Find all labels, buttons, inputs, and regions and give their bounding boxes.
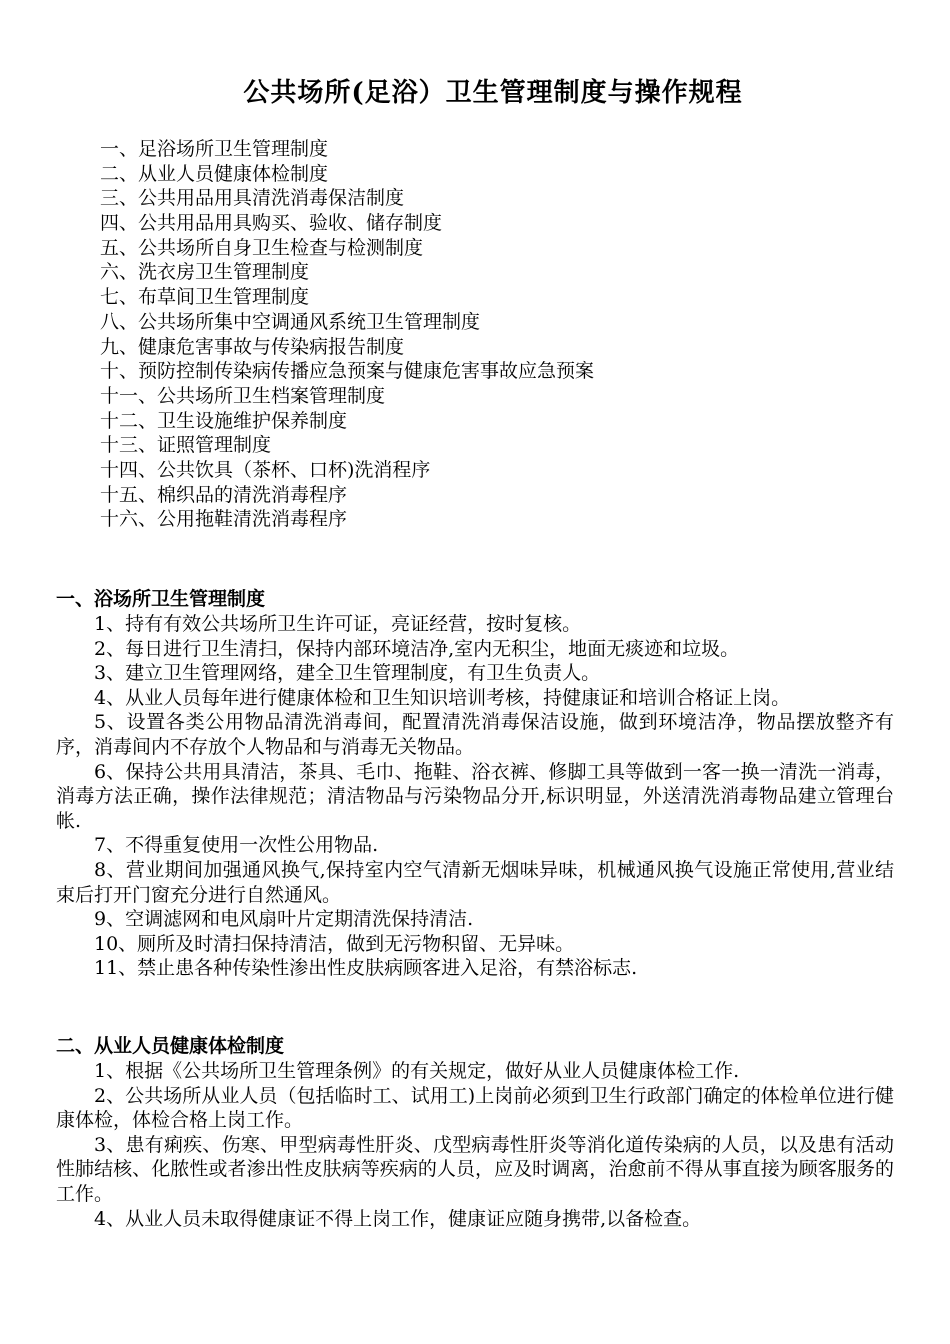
toc-item: 二、从业人员健康体检制度 (100, 162, 329, 185)
section-paragraph: 11、禁止患各种传染性渗出性皮肤病顾客进入足浴，有禁浴标志. (94, 957, 638, 980)
section-heading: 一、浴场所卫生管理制度 (56, 588, 266, 610)
section-paragraph: 6、保持公共用具清洁，茶具、毛巾、拖鞋、浴衣裤、修脚工具等做到一客一换一清洗一消毒，消毒方法正确，操作法律规范；清洁物品与污染物品分开,标识明显，外送清洗消毒物品建立管理台帐. (56, 760, 894, 832)
toc-item: 十、预防控制传染病传播应急预案与健康危害事故应急预案 (100, 360, 595, 383)
toc-item: 五、公共场所自身卫生检查与检测制度 (100, 236, 424, 259)
section-paragraph: 4、从业人员未取得健康证不得上岗工作，健康证应随身携带,以备检查。 (94, 1207, 702, 1230)
section-paragraph: 10、厕所及时清扫保持清洁，做到无污物积留、无异味。 (94, 932, 575, 955)
section-health-checkup (56, 1034, 894, 1231)
section-paragraph: 3、患有痢疾、伤寒、甲型病毒性肝炎、戊型病毒性肝炎等消化道传染病的人员，以及患有活动性肺结核、化脓性或者渗出性皮肤病等疾病的人员，应及时调离，治愈前不得从事直接为顾客服务的工作。 (56, 1133, 894, 1205)
toc-item: 九、健康危害事故与传染病报告制度 (100, 335, 405, 358)
section-paragraph: 5、设置各类公用物品清洗消毒间，配置清洗消毒保洁设施，做到环境洁净，物品摆放整齐有序，消毒间内不存放个人物品和与消毒无关物品。 (56, 711, 894, 758)
toc-item: 十一、公共场所卫生档案管理制度 (100, 384, 386, 407)
toc-item: 十六、公用拖鞋清洗消毒程序 (100, 508, 348, 531)
section-paragraph: 3、建立卫生管理网络，建全卫生管理制度，有卫生负责人。 (94, 662, 601, 685)
section-hygiene-management (56, 587, 894, 981)
toc-item: 一、足浴场所卫生管理制度 (100, 138, 329, 160)
section-paragraph: 4、从业人员每年进行健康体检和卫生知识培训考核，持健康证和培训合格证上岗。 (94, 686, 791, 709)
section-paragraph: 2、公共场所从业人员（包括临时工、试用工)上岗前必须到卫生行政部门确定的体检单位进行健康体检，体检合格上岗工作。 (56, 1084, 894, 1132)
section-paragraph: 2、每日进行卫生清扫，保持内部环境洁净,室内无积尘，地面无痰迹和垃圾。 (94, 637, 740, 660)
toc-item: 十二、卫生设施维护保养制度 (100, 409, 348, 432)
section-paragraph: 1、持有有效公共场所卫生许可证，亮证经营，按时复核。 (94, 613, 582, 635)
toc-item: 四、公共用品用具购买、验收、储存制度 (100, 212, 443, 235)
table-of-contents (100, 137, 880, 532)
toc-item: 三、公共用品用具清洗消毒保洁制度 (100, 187, 405, 210)
toc-item: 八、公共场所集中空调通风系统卫生管理制度 (100, 310, 481, 333)
toc-item: 十四、公共饮具（茶杯、口杯)洗消程序 (100, 458, 431, 481)
section-heading: 二、从业人员健康体检制度 (56, 1035, 285, 1057)
section-paragraph: 9、空调滤网和电风扇叶片定期清洗保持清洁. (94, 908, 474, 931)
document-title: 公共场所(足浴）卫生管理制度与操作规程 (243, 78, 743, 108)
toc-item: 六、洗衣房卫生管理制度 (100, 261, 310, 284)
section-paragraph: 8、营业期间加强通风换气,保持室内空气清新无烟味异味，机械通风换气设施正常使用,营业结束后打开门窗充分进行自然通风。 (56, 858, 894, 906)
section-paragraph: 7、不得重复使用一次性公用物品. (94, 834, 379, 857)
toc-item: 七、布草间卫生管理制度 (100, 286, 310, 309)
toc-item: 十五、棉织品的清洗消毒程序 (100, 483, 348, 506)
section-paragraph: 1、根据《公共场所卫生管理条例》的有关规定，做好从业人员健康体检工作. (94, 1060, 740, 1082)
toc-item: 十三、证照管理制度 (100, 434, 272, 457)
